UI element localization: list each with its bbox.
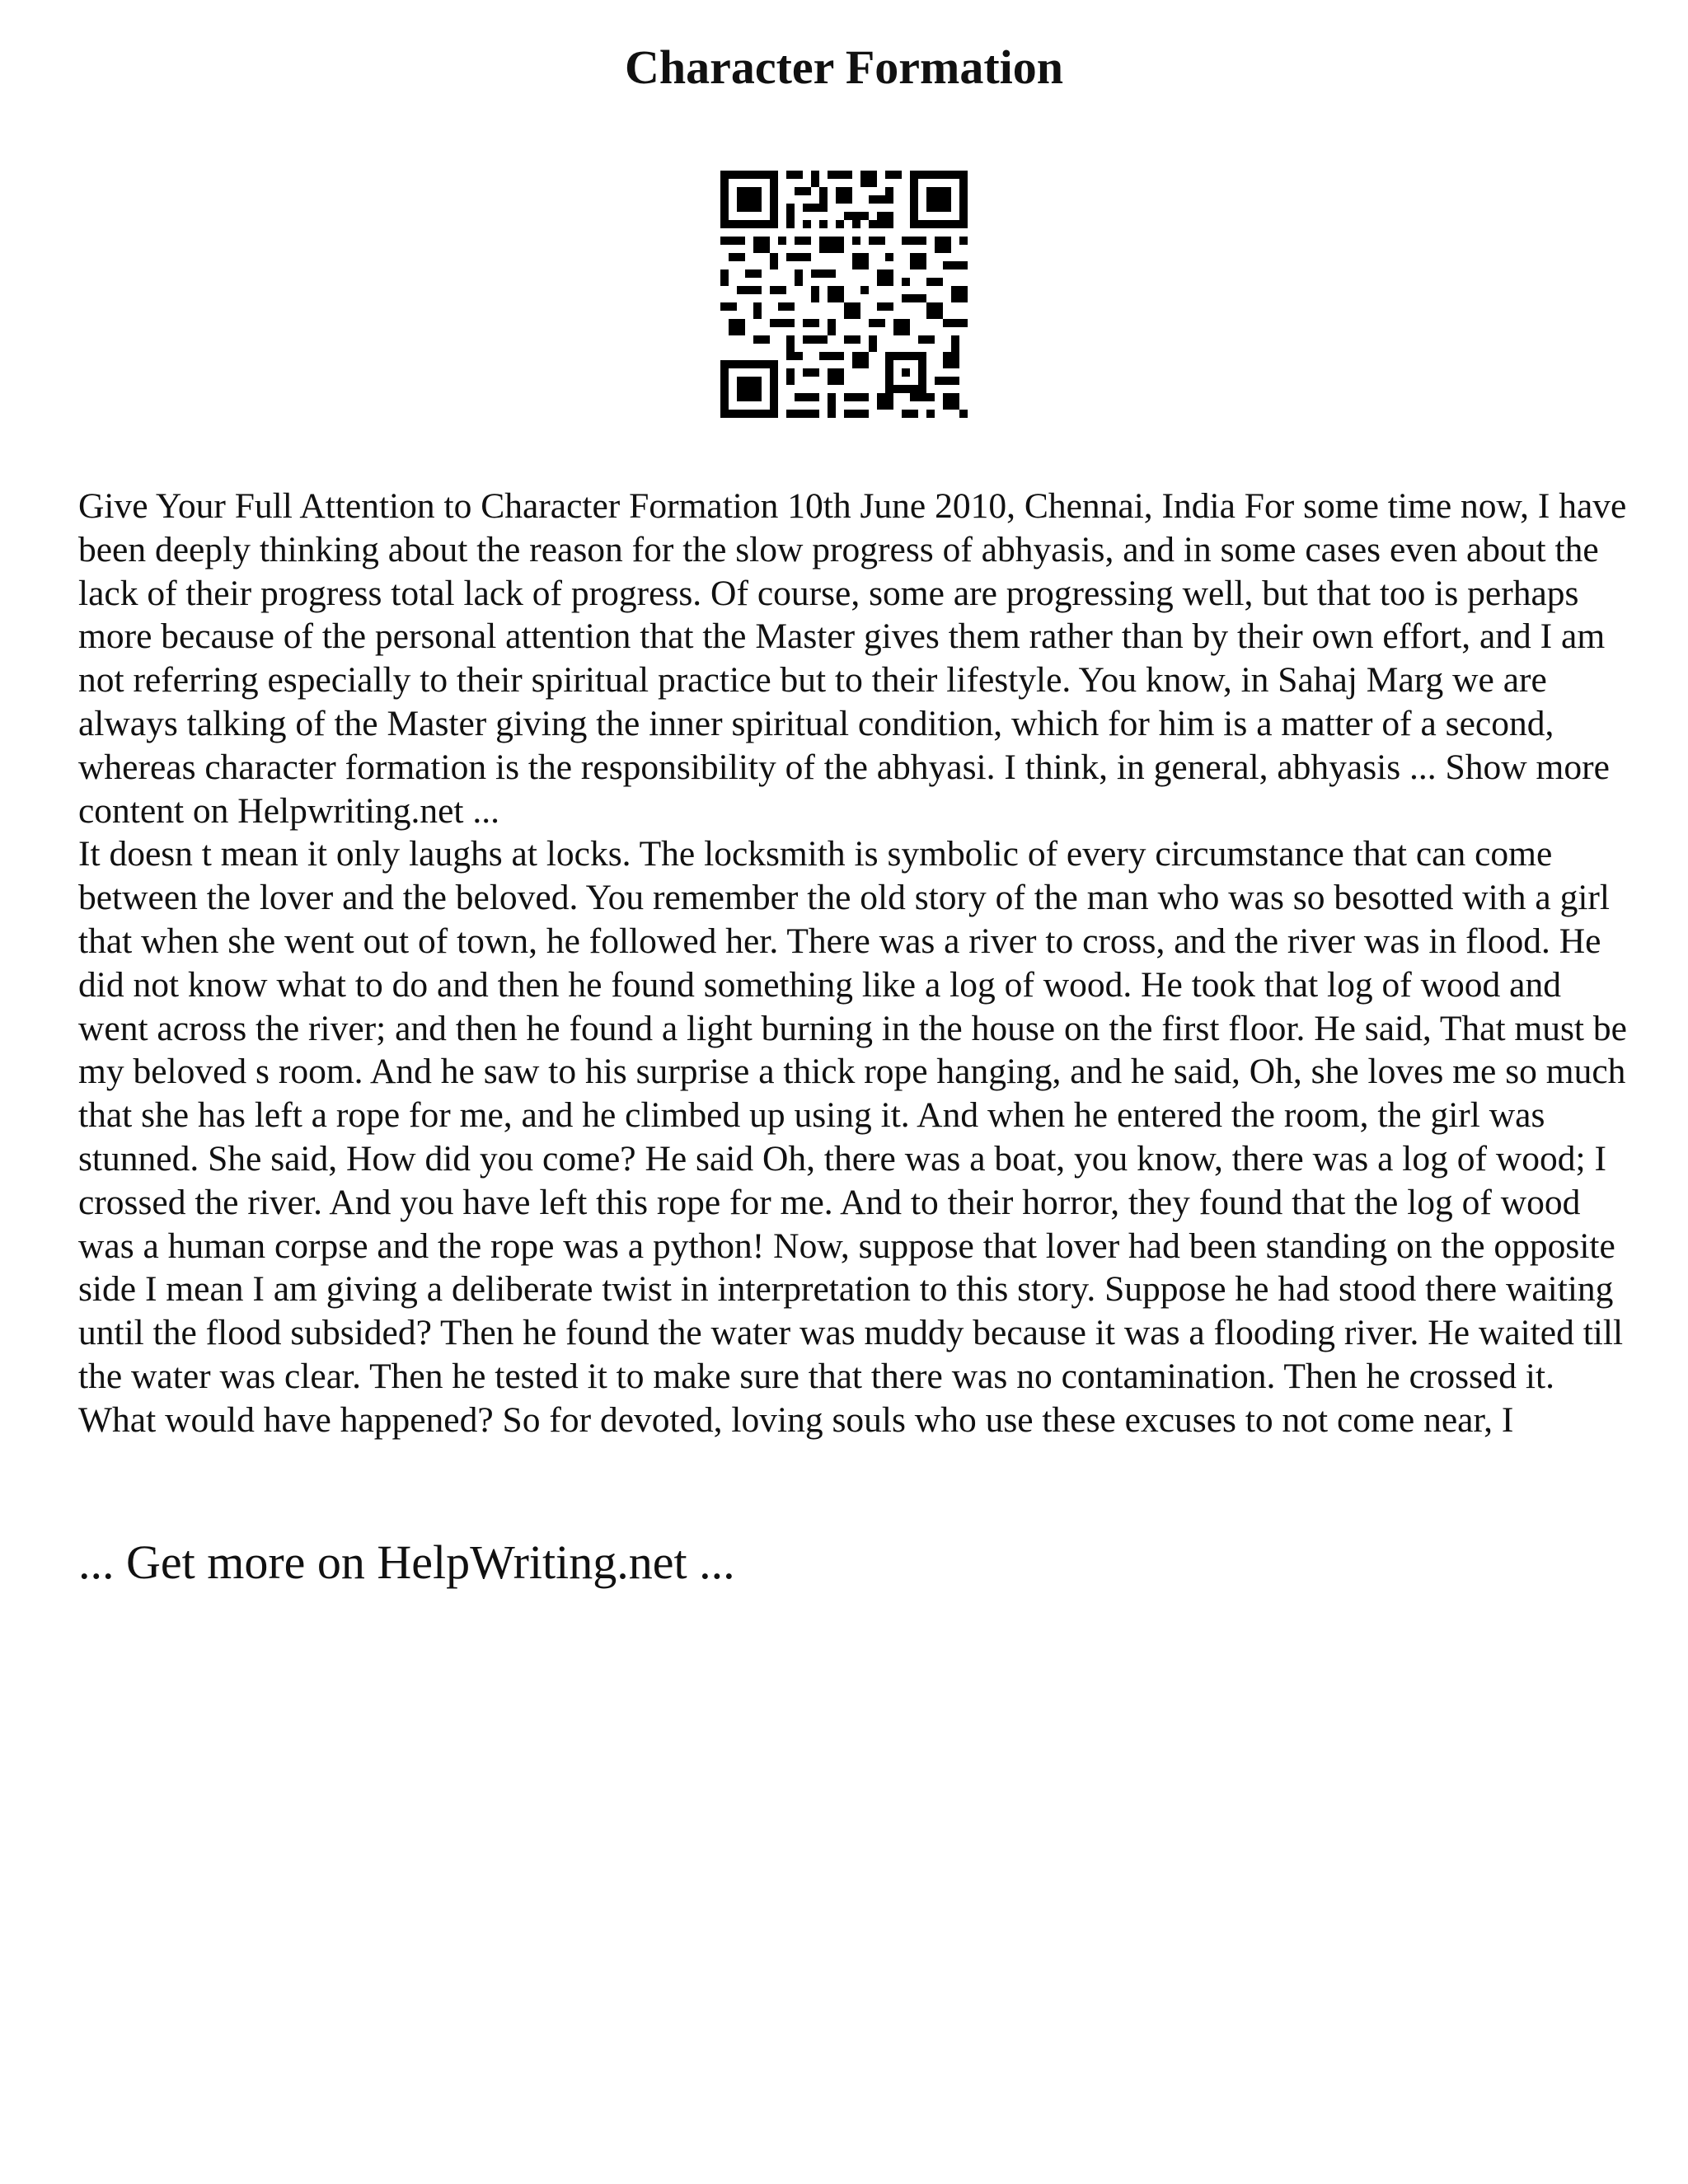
get-more-link[interactable]: ... Get more on HelpWriting.net ... [78,1535,735,1589]
qr-code-icon [720,171,968,418]
page-title: Character Formation [624,40,1064,94]
paragraph: It doesn t mean it only laughs at locks. The locksmith is symbolic of every circumstance that can come between the lover and the beloved. You remember the old story of the man who was so besotted with a girl that when she went out of town, he followed her. There was a river to cross, and the river was in flood. He did not know what to do and then he found something like a log of wood. He took that log of wood and went across the river; and then he found a light burning in the house on the first floor. He said, That must be my beloved s room. And he saw to his surprise a thick rope hanging, and he said, Oh, she loves me so much that she has left a rope for me, and he climbed up using it. And when he entered the room, the girl was stunned. She said, How did you come? He said Oh, there was a boat, you know, there was a log of wood; I crossed the river. And you have left this rope for me. And to their horror, they found that the log of wood was a human corpse and the rope was a python! Now, suppose that lover had been standing on the opposite side I mean I am giving a deliberate twist in interpretation to this story. Suppose he had stood there waiting until the flood subsided? Then he found the water was muddy because it was a flooding river. He waited till the water was clear. Then he tested it to make sure that there was no contamination. Then he crossed it. What would have happened? So for devoted, loving souls who use these excuses to not come near, I [78,834,1627,1440]
article-body [78,485,1628,1442]
paragraph: Give Your Full Attention to Character Formation 10th June 2010, Chennai, India For some time now, I have been deeply thinking about the reason for the slow progress of abhyasis, and in some cases even about the lack of their progress total lack of progress. Of course, some are progressing well, but that too is perhaps more because of the personal attention that the Master gives them rather than by their own effort, and I am not referring especially to their spiritual practice but to their lifestyle. You know, in Sahaj Marg we are always talking of the Master giving the inner spiritual condition, which for him is a matter of a second, whereas character formation is the responsibility of the abhyasi. I think, in general, abhyasis ... Show more content on Helpwriting.net ... [78,486,1627,831]
